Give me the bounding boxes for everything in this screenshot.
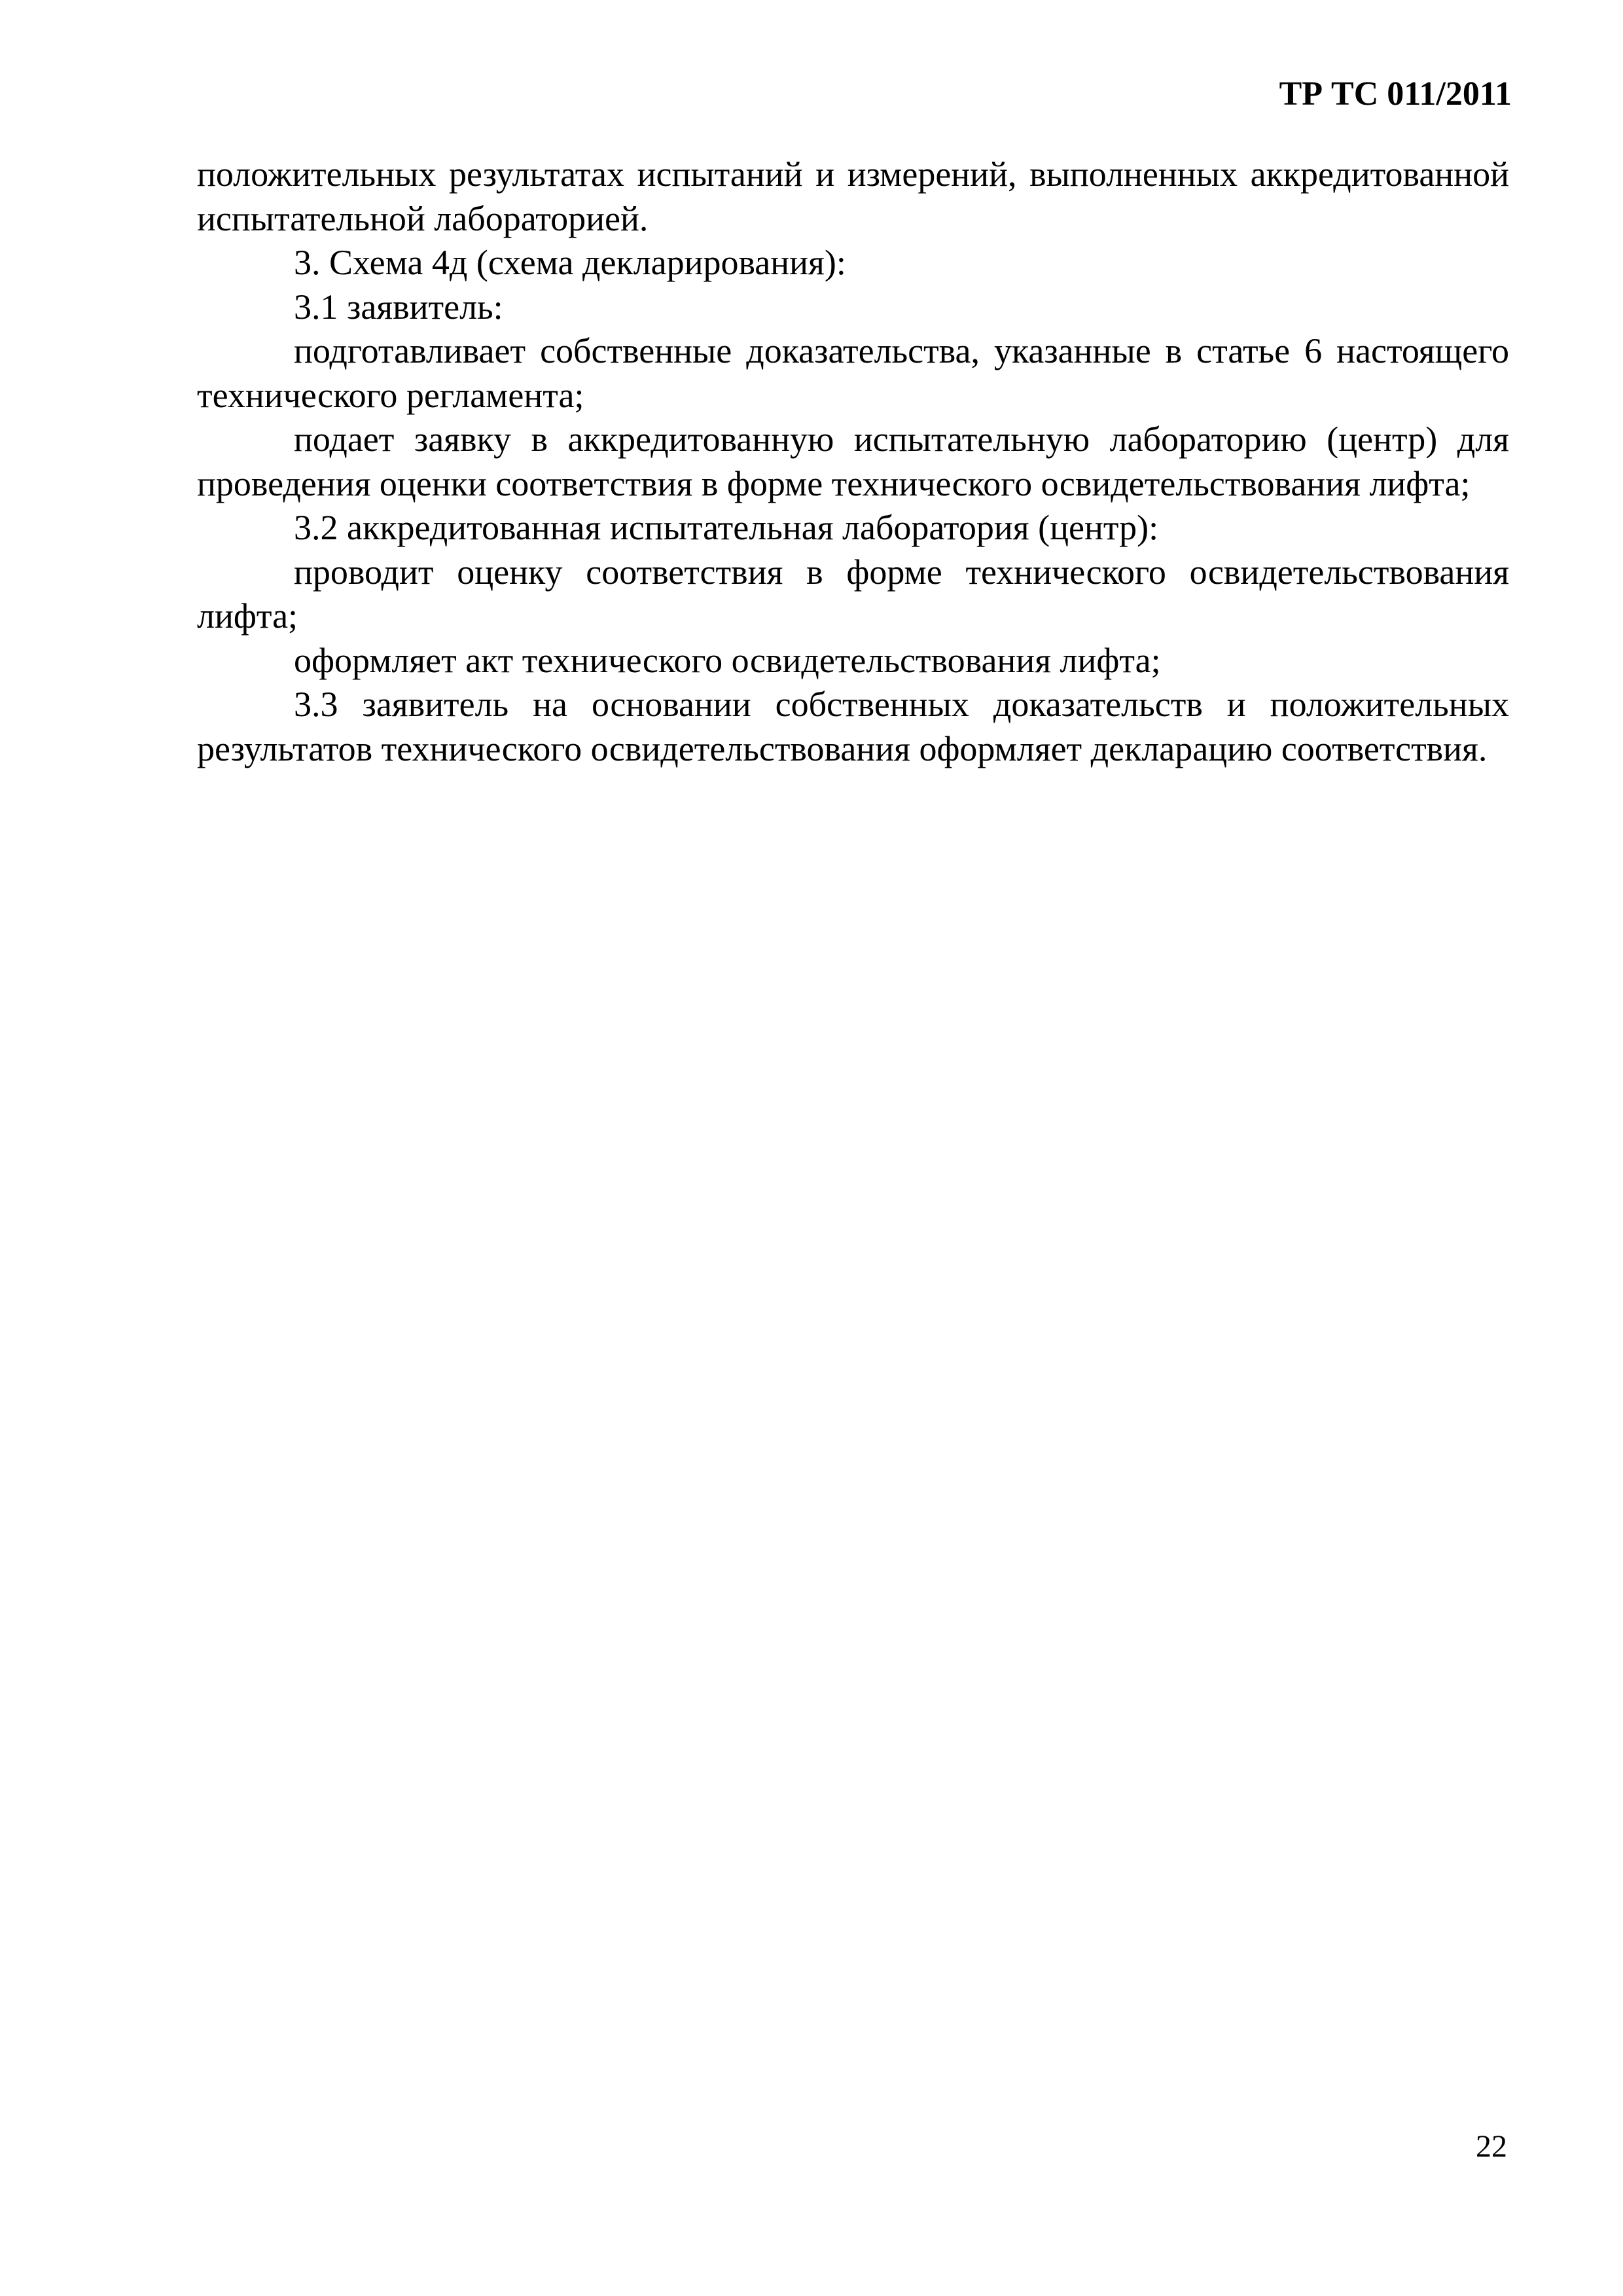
paragraph-issues-act: оформляет акт технического освидетельствования лифта;	[294, 640, 1161, 680]
document-body	[197, 152, 1509, 771]
paragraph-scheme-heading: 3. Схема 4д (схема декларирования):	[294, 243, 846, 282]
document-code-header: ТР ТС 011/2011	[1279, 75, 1512, 113]
paragraph-submits-application: подает заявку в аккредитованную испытательную лабораторию (центр) для проведения оценки соответствия в форме технического освидетельствования лифта;	[197, 420, 1509, 503]
paragraph-continuation: положительных результатах испытаний и измерений, выполненных аккредитованной испытательной лабораторией.	[197, 154, 1509, 238]
paragraph-prepares-evidence: подготавливает собственные доказательства, указанные в статье 6 настоящего технического регламента;	[197, 331, 1509, 415]
paragraph-declaration: 3.3 заявитель на основании собственных доказательств и положительных результатов технического освидетельствования оформляет декларацию соответствия.	[197, 685, 1509, 768]
paragraph-applicant-heading: 3.1 заявитель:	[294, 287, 503, 327]
paragraph-laboratory-heading: 3.2 аккредитованная испытательная лаборатория (центр):	[294, 508, 1159, 547]
page-number: 22	[1476, 2129, 1507, 2164]
paragraph-conducts-assessment: проводит оценку соответствия в форме технического освидетельствования лифта;	[197, 552, 1509, 636]
